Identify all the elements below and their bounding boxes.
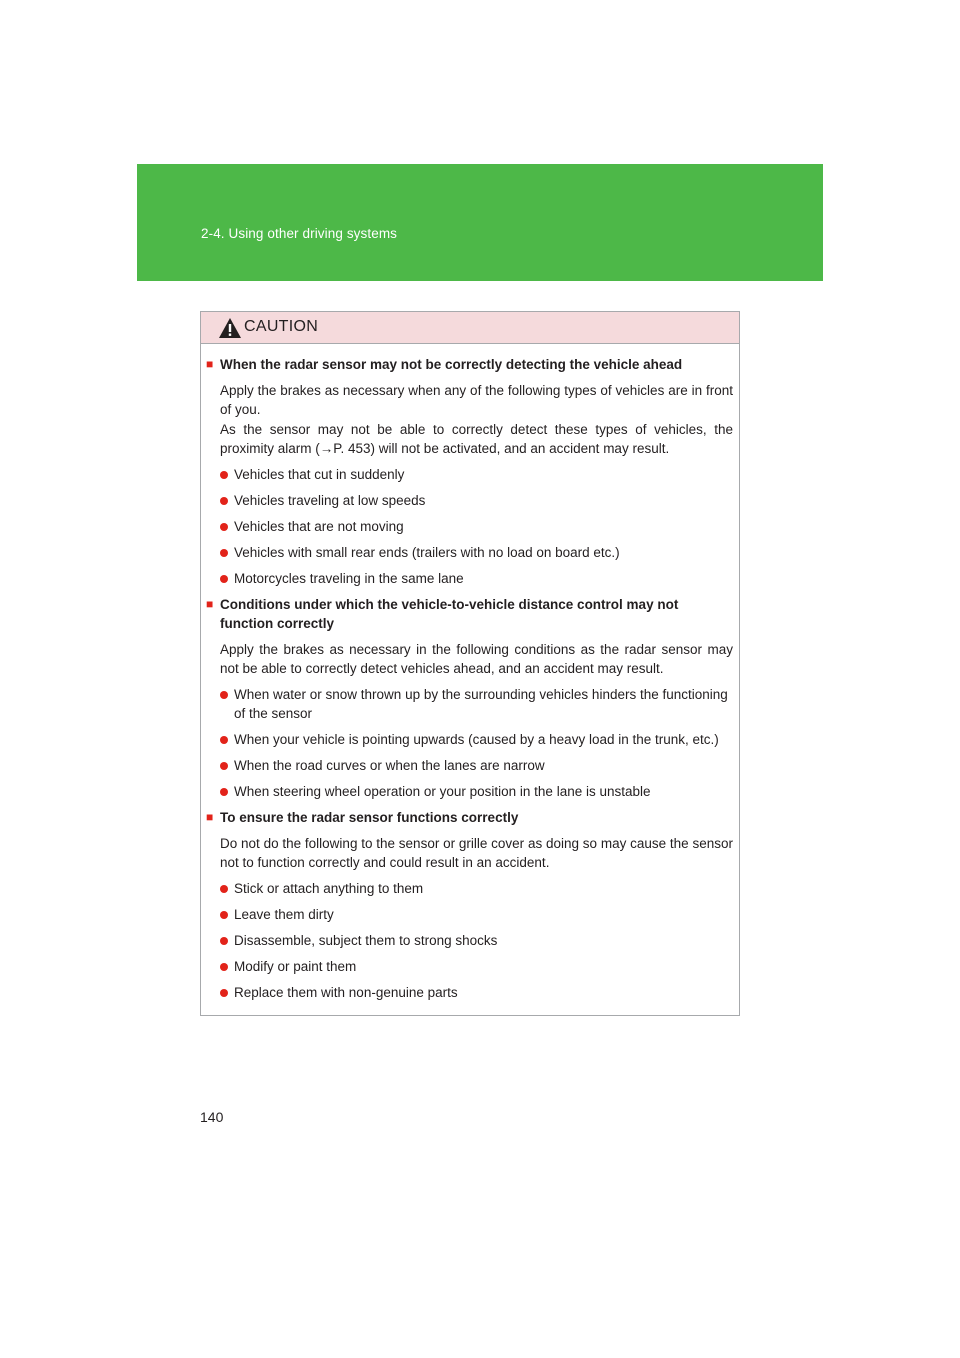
paragraph: Apply the brakes as necessary in the following conditions as the radar sensor may not be able to correctly detect vehicles ahead, and an accident may result. [220, 641, 733, 676]
bullet-dot-icon [220, 762, 228, 770]
square-bullet-icon: ■ [206, 810, 214, 824]
section-title: 2-4. Using other driving systems [201, 226, 398, 241]
bullet-dot-icon [220, 885, 228, 893]
paragraph: Do not do the following to the sensor or grille cover as doing so may cause the sensor not to function correctly and could result in an accident. [220, 835, 733, 870]
bullet-dot-icon [220, 989, 228, 997]
section-header-bar [137, 164, 823, 281]
bullet-dot-icon [220, 523, 228, 531]
list-item: When steering wheel operation or your position in the lane is unstable [206, 782, 733, 802]
warning-triangle-icon [218, 317, 242, 339]
square-bullet-icon: ■ [206, 596, 214, 611]
list-item: Vehicles that are not moving [206, 517, 733, 537]
bullet-dot-icon [220, 963, 228, 971]
paragraph: Apply the brakes as necessary when any of the following types of vehicles are in front of you. [220, 382, 733, 417]
bullet-dot-icon [220, 736, 228, 744]
caution-title: CAUTION [244, 318, 319, 335]
bullet-dot-icon [220, 691, 228, 699]
caution-section [206, 808, 733, 1002]
list-item: Modify or paint them [206, 957, 733, 977]
caution-box [200, 311, 740, 1016]
section-heading: ■ To ensure the radar sensor functions correctly [206, 808, 733, 828]
list-item: When water or snow thrown up by the surrounding vehicles hinders the functioning of the sensor [206, 685, 733, 724]
bullet-dot-icon [220, 497, 228, 505]
page-number: 140 [200, 1109, 224, 1125]
bullet-dot-icon [220, 937, 228, 945]
square-bullet-icon: ■ [206, 357, 214, 371]
caution-section [206, 595, 733, 802]
section-heading: ■ Conditions under which the vehicle-to-vehicle distance control may not function correctly [206, 596, 679, 631]
caution-body [201, 344, 739, 1002]
bullet-dot-icon [220, 575, 228, 583]
list-item: Vehicles that cut in suddenly [206, 465, 733, 485]
list-item: When your vehicle is pointing upwards (caused by a heavy load in the trunk, etc.) [206, 730, 733, 750]
section-heading: ■ When the radar sensor may not be correctly detecting the vehicle ahead [206, 355, 733, 375]
list-item: Stick or attach anything to them [206, 879, 733, 899]
caution-header [201, 312, 739, 344]
bullet-dot-icon [220, 788, 228, 796]
list-item: Vehicles traveling at low speeds [206, 491, 733, 511]
list-item: Replace them with non-genuine parts [206, 983, 733, 1003]
list-item: Leave them dirty [206, 905, 733, 925]
list-item: Motorcycles traveling in the same lane [206, 569, 733, 589]
paragraph: As the sensor may not be able to correctly detect these types of vehicles, the proximity alarm (→P. 453) will not be activated, and an accident may result. [220, 421, 733, 456]
bullet-dot-icon [220, 911, 228, 919]
list-item: Vehicles with small rear ends (trailers with no load on board etc.) [206, 543, 733, 563]
list-item: Disassemble, subject them to strong shocks [206, 931, 733, 951]
caution-section [206, 355, 733, 588]
bullet-dot-icon [220, 549, 228, 557]
list-item: When the road curves or when the lanes are narrow [206, 756, 733, 776]
bullet-dot-icon [220, 471, 228, 479]
